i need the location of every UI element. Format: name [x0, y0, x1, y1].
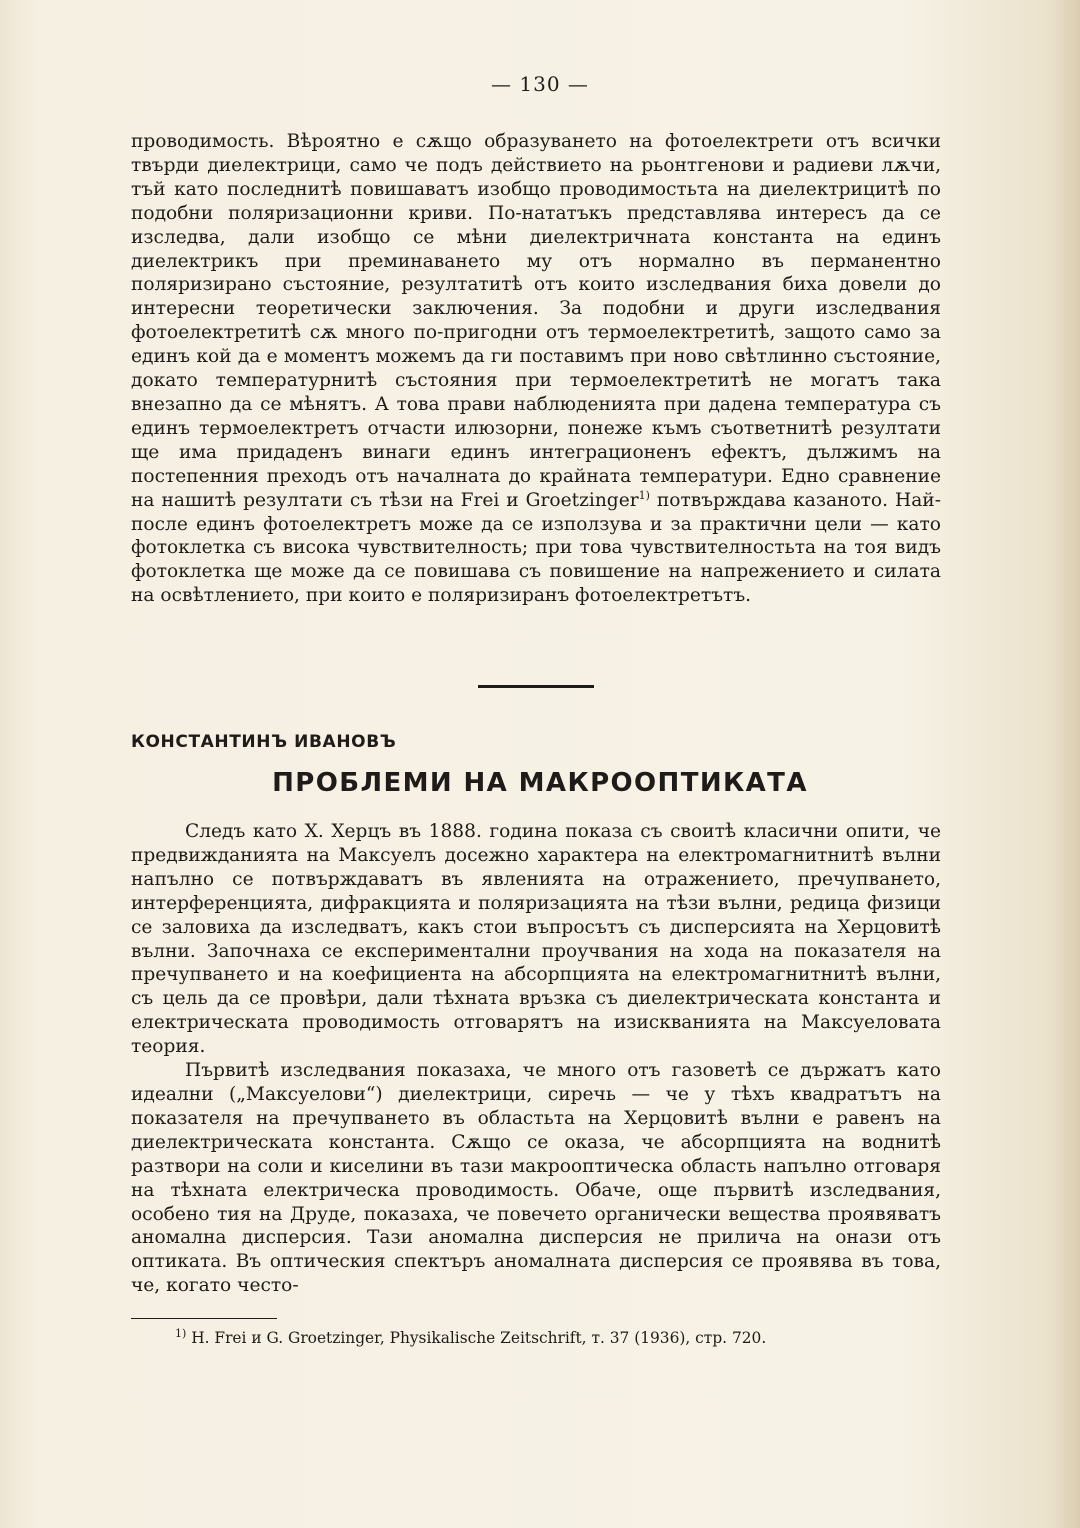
footnote-text: H. Frei и G. Groetzinger, Physikalische Zeitschrift, т. 37 (1936), стр. 720. — [186, 1329, 767, 1347]
continued-paragraph — [131, 130, 941, 608]
footnote — [175, 1328, 766, 1348]
footnote-rule — [131, 1318, 277, 1319]
continued-paragraph-text: проводимость. Вѣроятно е сѫщо образуването на фотоелектрети отъ всички твърди диелектрици, само че подъ действието на рьонтгенови и радиеви лѫчи, тъй като последнитѣ повишаватъ изобщо проводимостьта на диелектрицитѣ по подобни поляризационни криви. По-нататъкъ представлява интересъ да се изследва, дали изобщо се мѣни диелектричната константа на единъ диелектрикъ при преминаването му отъ нормално въ перманентно поляризирано състояние, резултатитѣ отъ които изследвания биха довели до интересни теоретически заключения. За подобни и други изследвания фотоелектретитѣ сѫ много по-пригодни отъ термоелектретитѣ, защото само за единъ кой да е моментъ можемъ да ги поставимъ при ново свѣтлинно състояние, докато температурнитѣ състояния при термоелектретитѣ не могатъ така внезапно да се мѣнятъ. А това прави наблюденията при дадена температура съ единъ термоелектретъ отчасти илюзорни, понеже къмъ съответнитѣ резултати ще има придаденъ винаги единъ интеграционенъ ефектъ, дължимъ на постепенния преходъ отъ началната до крайната температури. Едно сравнение на нашитѣ резултати съ тѣзи на Frei и Groetzinger — [131, 131, 941, 511]
article-paragraph-2: Първитѣ изследвания показаха, че много отъ газоветѣ се държатъ като идеални („Максуелови“) диелектрици, сиречь — че у тѣхъ квадратътъ на показателя на пречупването въ областьта на Херцовитѣ вълни е равенъ на диелектрическата константа. Сѫщо се оказа, че абсорпцията на воднитѣ разтвори на соли и киселини въ тази макрооптическа область напълно отговаря на тѣхната електрическа проводимость. Обаче, още първитѣ изследвания, особено тия на Друде, показаха, че повечето органически вещества проявяватъ аномална дисперсия. Тази аномална дисперсия не прилича на онази отъ оптиката. Въ оптическия спектъръ аномалната дисперсия се проявява въ това, че, когато често- — [131, 1060, 941, 1297]
article-title: ПРОБЛЕМИ НА МАКРООПТИКАТА — [272, 768, 808, 798]
footnote-reference: 1) — [638, 488, 650, 502]
section-separator — [478, 685, 594, 688]
continued-paragraph-end: потвърждава казаното. Най-после единъ фотоелектретъ може да се използува и за практични цели — като фотоклетка съ висока чувствителность; при това чувствителностьта на тоя видъ фотоклетка ще може да се повишава съ повишение на напрежението и силата на освѣтлението, при които е поляризиранъ фотоелектретътъ. — [131, 489, 941, 607]
article-paragraph-1: Следъ като Х. Херцъ въ 1888. година показа съ своитѣ класични опити, че предвижданията на Максуелъ досежно характера на електромагнитнитѣ вълни напълно се потвърждаватъ въ явленията на отражението, пречупването, интерференцията, дифракцията и поляризацията на тѣзи вълни, редица физици се заловиха да изследватъ, какъ стои въпросътъ съ дисперсията на Херцовитѣ вълни. Започнаха се експериментални проучвания на хода на показателя на пречупването и на коефициента на абсорпцията на електромагнитнитѣ вълни, съ цель да се провѣри, дали тѣхната връзка съ диелектрическата константа и електрическата проводимость отговарятъ на изискванията на Максуеловата теория. — [131, 821, 941, 1058]
footnote-marker: 1) — [175, 1326, 187, 1340]
continued-text — [131, 130, 941, 608]
article-body — [131, 820, 941, 1298]
article-author: КОНСТАНТИНЪ ИВАНОВЪ — [131, 732, 397, 752]
page-number: — 130 — — [491, 72, 589, 96]
